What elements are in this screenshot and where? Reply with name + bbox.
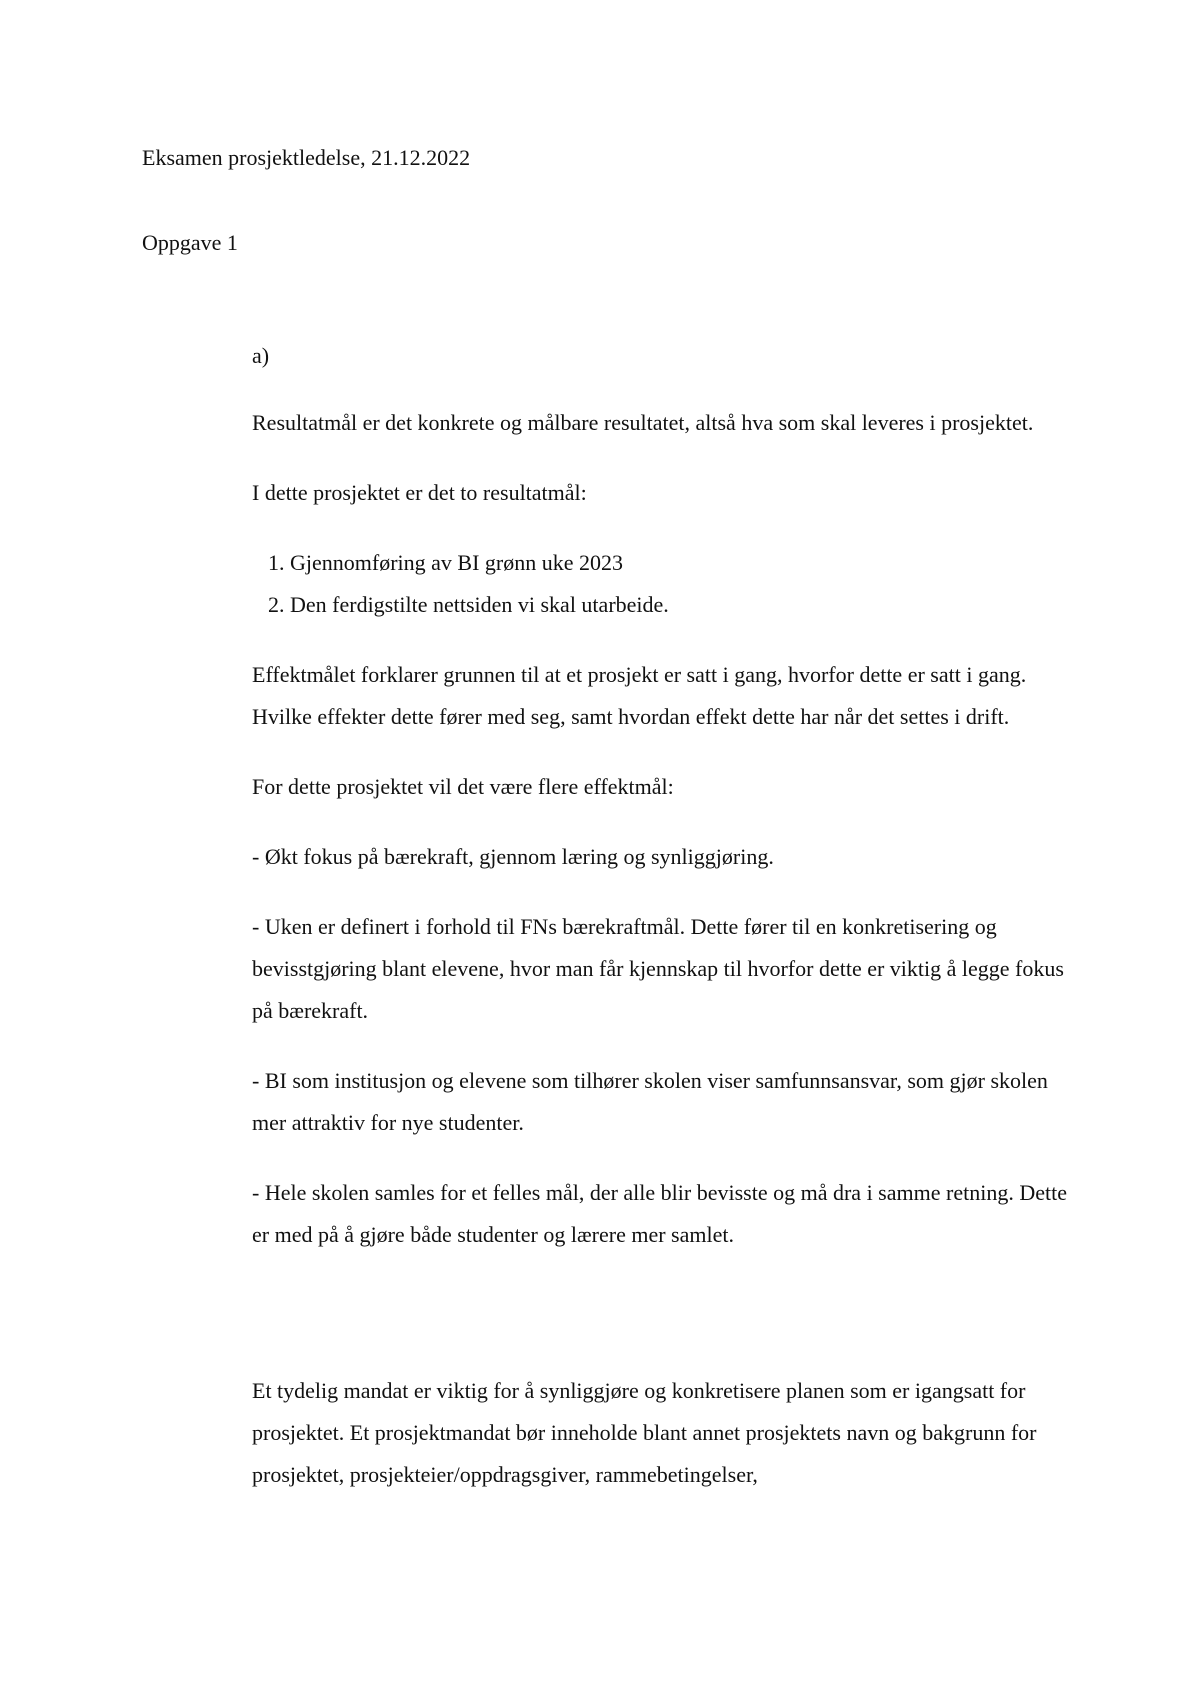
section-gap [252, 1284, 1082, 1370]
paragraph-effect-goals-intro: For dette prosjektet vil det være flere effektmål: [252, 774, 674, 799]
list-item: 2. Den ferdigstilte nettsiden vi skal utarbeide. [290, 584, 1082, 626]
paragraph-result-goal-definition: Resultatmål er det konkrete og målbare resultatet, altså hva som skal leveres i prosjektet. [252, 410, 1034, 435]
paragraph-effect-goal-4: - Hele skolen samles for et felles mål, der alle blir bevisste og må dra i samme retning. Dette er med på å gjøre både studenter og lærere mer samlet. [252, 1180, 1067, 1247]
subtask-label: a) [252, 343, 270, 368]
list-item: 1. Gjennomføring av BI grønn uke 2023 [290, 542, 1082, 584]
paragraph-effect-goal-2: - Uken er definert i forhold til FNs bærekraftmål. Dette fører til en konkretisering og bevisstgjøring blant elevene, hvor man får kjennskap til hvorfor dette er viktig å legge fokus på bærekraft. [252, 914, 1064, 1023]
document-header-title: Eksamen prosjektledelse, 21.12.2022 [142, 145, 471, 170]
result-goals-list [252, 542, 1082, 626]
paragraph-effect-goal-3: - BI som institusjon og elevene som tilhører skolen viser samfunnsansvar, som gjør skolen mer attraktiv for nye studenter. [252, 1068, 1048, 1135]
paragraph-mandate: Et tydelig mandat er viktig for å synliggjøre og konkretisere planen som er igangsatt for prosjektet. Et prosjektmandat bør inneholde blant annet prosjektets navn og bakgrunn for prosjektet, prosjekteier/oppdragsgiver, rammebetingelser, [252, 1378, 1037, 1487]
paragraph-result-goals-intro: I dette prosjektet er det to resultatmål: [252, 480, 587, 505]
task-title: Oppgave 1 [142, 230, 238, 255]
paragraph-effect-goal-definition: Effektmålet forklarer grunnen til at et prosjekt er satt i gang, hvorfor dette er satt i gang. Hvilke effekter dette fører med seg, samt hvordan effekt dette har når det settes i drift. [252, 662, 1027, 729]
answer-body [252, 402, 1082, 1524]
paragraph-effect-goal-1: - Økt fokus på bærekraft, gjennom læring og synliggjøring. [252, 844, 774, 869]
